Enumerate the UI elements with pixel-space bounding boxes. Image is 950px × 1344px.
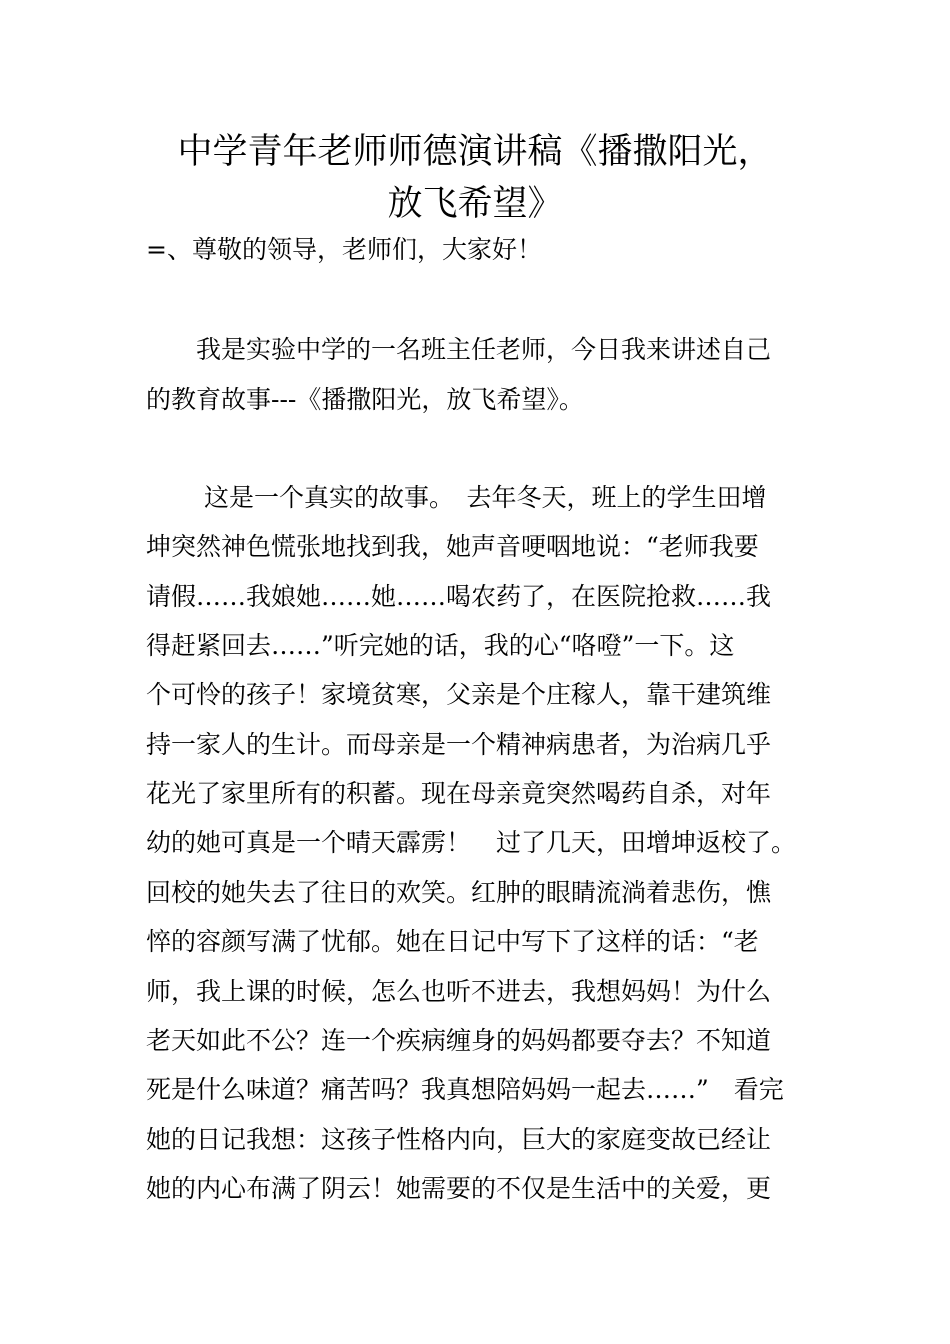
paragraph-2-line-9: 回校的她失去了往日的欢笑。红肿的眼睛流淌着悲伤，憔 <box>146 878 772 907</box>
paragraph-2-line-1: 这是一个真实的故事。 去年冬天，班上的学生田增 <box>146 483 767 512</box>
paragraph-2-line-7: 花光了家里所有的积蓄。现在母亲竟突然喝药自杀，对年 <box>146 779 772 808</box>
greeting-line: =、尊敬的领导，老师们，大家好！ <box>146 235 542 264</box>
paragraph-2-line-11: 师，我上课的时候，怎么也听不进去，我想妈妈！为什么 <box>146 977 772 1006</box>
paragraph-2-line-10: 悴的容颜写满了忧郁。她在日记中写下了这样的话：“老 <box>146 927 759 956</box>
document-title-line-2: 放飞希望》 <box>387 184 563 224</box>
paragraph-1-line-1: 我是实验中学的一名班主任老师，今日我来讲述自己 <box>146 335 772 364</box>
paragraph-2-line-6: 持一家人的生计。而母亲是一个精神病患者，为治病几乎 <box>146 730 772 759</box>
paragraph-2-line-5: 个可怜的孩子！家境贫寒，父亲是个庄稼人，靠干建筑维 <box>146 680 772 709</box>
paragraph-2-line-15: 她的内心布满了阴云！她需要的不仅是生活中的关爱，更 <box>146 1174 772 1203</box>
document-title-line-1: 中学青年老师师德演讲稿《播撒阳光， <box>177 132 773 172</box>
paragraph-2-line-4: 得赶紧回去……”听完她的话，我的心“咯噔”一下。这 <box>146 631 735 660</box>
paragraph-2-line-3: 请假……我娘她……她……喝农药了，在医院抢救……我 <box>146 582 772 611</box>
paragraph-2-line-2: 坤突然神色慌张地找到我，她声音哽咽地说：“老师我要 <box>146 532 759 561</box>
paragraph-2-line-12: 老天如此不公？连一个疾病缠身的妈妈都要夺去？不知道 <box>146 1026 772 1055</box>
paragraph-2-line-14: 她的日记我想：这孩子性格内向，巨大的家庭变故已经让 <box>146 1125 772 1154</box>
paragraph-1-line-2: 的教育故事---《播撒阳光，放飞希望》。 <box>146 385 584 414</box>
paragraph-2-line-8: 幼的她可真是一个晴天霹雳！ 过了几天，田增坤返校了。 <box>146 828 797 857</box>
paragraph-2-line-13: 死是什么味道？痛苦吗？我真想陪妈妈一起去……” 看完 <box>146 1075 784 1104</box>
